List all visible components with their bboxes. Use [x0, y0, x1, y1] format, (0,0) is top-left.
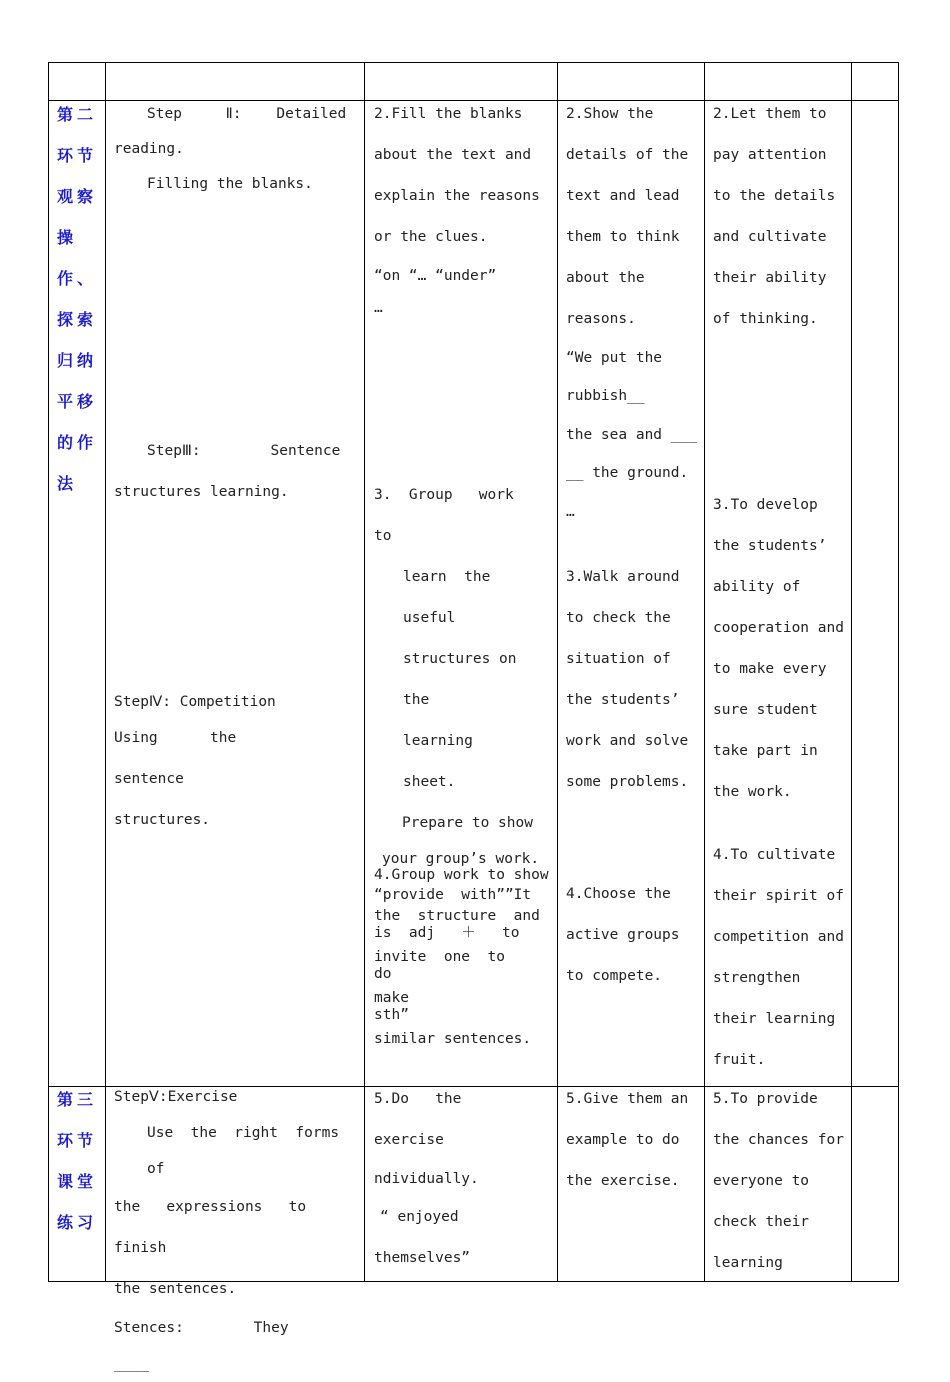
teaching-steps-cell — [114, 431, 356, 513]
student-activity-cell — [374, 94, 550, 326]
activity-text: themselves” — [374, 1250, 471, 1266]
student-activity-cell — [374, 1079, 550, 1279]
intent-text: 5.To provide — [713, 1091, 818, 1107]
activity-text: some problems. — [566, 774, 689, 790]
activity-text: 2.Show the — [566, 106, 654, 122]
activity-text: Prepare to show — [402, 815, 533, 831]
stage-line: 归纳 — [57, 351, 98, 370]
intent-text: ability of — [713, 579, 801, 595]
activity-text: the structure and — [374, 908, 540, 924]
intent-text: and cultivate — [713, 229, 827, 245]
activity-text: __ the ground. — [566, 465, 689, 481]
stage-line: 观察 — [57, 187, 98, 206]
stage-line: 课堂 — [57, 1172, 98, 1191]
intent-text: of thinking. — [713, 311, 818, 327]
step-text: structures. — [114, 812, 211, 828]
activity-text: or the clues. — [374, 229, 488, 245]
intent-text: the work. — [713, 784, 792, 800]
teaching-steps-cell — [114, 682, 356, 841]
intent-text: everyone to — [713, 1173, 810, 1189]
column-divider — [48, 62, 49, 1282]
activity-text: them to think — [566, 229, 680, 245]
stage-label-3 — [57, 1079, 105, 1243]
column-divider — [704, 62, 705, 1282]
activity-text: details of the — [566, 147, 689, 163]
column-divider — [898, 62, 899, 1282]
activity-text: about the — [566, 270, 645, 286]
intent-text: take part in — [713, 743, 818, 759]
activity-text: the students’ — [566, 692, 680, 708]
stage-label-2 — [57, 94, 105, 504]
activity-text: … — [566, 504, 575, 520]
design-intent-cell — [713, 1079, 845, 1284]
teacher-activity-cell — [566, 1079, 698, 1202]
intent-text: sure student — [713, 702, 818, 718]
activity-text: is adj ＋ to do — [374, 925, 537, 982]
activity-text: the sea and ___ — [566, 427, 697, 443]
teaching-steps-cell — [114, 94, 356, 205]
intent-text: to the details — [713, 188, 836, 204]
activity-text: work and solve — [566, 733, 689, 749]
step-text: StepⅤ:Exercise — [114, 1089, 238, 1105]
activity-text: the exercise. — [566, 1173, 680, 1189]
step-text: Use the right forms of — [147, 1125, 357, 1177]
activity-text: “ enjoyed — [380, 1209, 459, 1225]
intent-text: cooperation and — [713, 620, 844, 636]
intent-text: strengthen — [713, 970, 801, 986]
intent-text: fruit. — [713, 1052, 766, 1068]
activity-text: 3.Walk around — [566, 569, 680, 585]
stage-line: 的作 — [57, 433, 98, 452]
stage-line: 作、 — [57, 269, 98, 288]
column-divider — [105, 62, 106, 1282]
activity-text: “We put the — [566, 350, 663, 366]
activity-text: learn the useful — [403, 569, 508, 626]
activity-text: example to do — [566, 1132, 680, 1148]
activity-text: similar sentences. — [374, 1031, 532, 1047]
student-activity-cell — [374, 855, 550, 1060]
activity-text: 4.Choose the — [566, 886, 671, 902]
step-text: the sentences. — [114, 1281, 237, 1297]
step-text: Step Ⅱ: Detailed — [147, 106, 347, 122]
intent-text: competition and — [713, 929, 844, 945]
step-text: StepⅣ: Competition — [114, 694, 276, 710]
activity-text: situation of — [566, 651, 671, 667]
activity-text: “on “… “under” — [374, 268, 497, 284]
activity-text: structures on the — [403, 651, 526, 708]
activity-text: 3. Group work to — [374, 487, 540, 544]
intent-text: their ability — [713, 270, 827, 286]
step-text: reading. — [114, 141, 184, 157]
activity-text: rubbish__ — [566, 388, 645, 404]
column-divider — [557, 62, 558, 1282]
activity-text: 5.Give them an — [566, 1091, 689, 1107]
intent-text: check their — [713, 1214, 810, 1230]
activity-text: text and lead — [566, 188, 680, 204]
table-border-top — [48, 62, 899, 63]
lesson-plan-table — [48, 62, 899, 1372]
activity-text: 4.Group work to show — [374, 867, 549, 883]
activity-text: to check the — [566, 610, 671, 626]
activity-text: your group’s work. — [382, 851, 540, 867]
stage-line: 法 — [57, 474, 78, 493]
intent-text: to make every — [713, 661, 827, 677]
stage-line: 练习 — [57, 1213, 98, 1232]
activity-text: ndividually. — [374, 1171, 479, 1187]
design-intent-cell — [713, 94, 845, 340]
step-text: the expressions to finish — [114, 1199, 333, 1256]
design-intent-cell — [713, 835, 845, 1081]
activity-text: to compete. — [566, 968, 663, 984]
step-text: Stences: They ____ — [114, 1320, 359, 1372]
intent-text: the chances for — [713, 1132, 844, 1148]
teacher-activity-cell — [566, 557, 698, 803]
activity-text: reasons. — [566, 311, 636, 327]
intent-text: learning — [713, 1255, 783, 1271]
activity-text: learning sheet. — [403, 733, 508, 790]
activity-text: 5.Do the exercise — [374, 1091, 488, 1148]
intent-text: pay attention — [713, 147, 827, 163]
activity-text: about the text and — [374, 147, 532, 163]
intent-text: 3.To develop — [713, 497, 818, 513]
activity-text: invite one to make — [374, 949, 523, 1006]
intent-text: 2.Let them to — [713, 106, 827, 122]
intent-text: their learning — [713, 1011, 836, 1027]
activity-text: 2.Fill the blanks — [374, 106, 523, 122]
column-divider — [364, 62, 365, 1282]
activity-text: … — [374, 300, 383, 316]
step-text: Using the sentence — [114, 730, 289, 787]
intent-text: their spirit of — [713, 888, 844, 904]
activity-text: “provide with””It — [374, 887, 532, 903]
activity-text: explain the reasons — [374, 188, 540, 204]
column-divider — [851, 62, 852, 1282]
stage-line: 探索 — [57, 310, 98, 329]
stage-line: 操 — [57, 228, 78, 247]
stage-line: 第二 — [57, 105, 98, 124]
step-text: Filling the blanks. — [147, 176, 313, 192]
intent-text: 4.To cultivate — [713, 847, 836, 863]
stage-line: 第三 — [57, 1090, 98, 1109]
teacher-activity-cell — [566, 94, 698, 530]
intent-text: the students’ — [713, 538, 827, 554]
stage-line: 平移 — [57, 392, 98, 411]
teacher-activity-cell — [566, 874, 698, 997]
stage-line: 环节 — [57, 146, 98, 165]
activity-text: active groups — [566, 927, 680, 943]
design-intent-cell — [713, 485, 845, 813]
teaching-steps-cell — [114, 1079, 359, 1382]
stage-line: 环节 — [57, 1131, 98, 1150]
activity-text: sth” — [374, 1007, 409, 1023]
step-text: StepⅢ: Sentence — [147, 443, 341, 459]
step-text: structures learning. — [114, 484, 289, 500]
